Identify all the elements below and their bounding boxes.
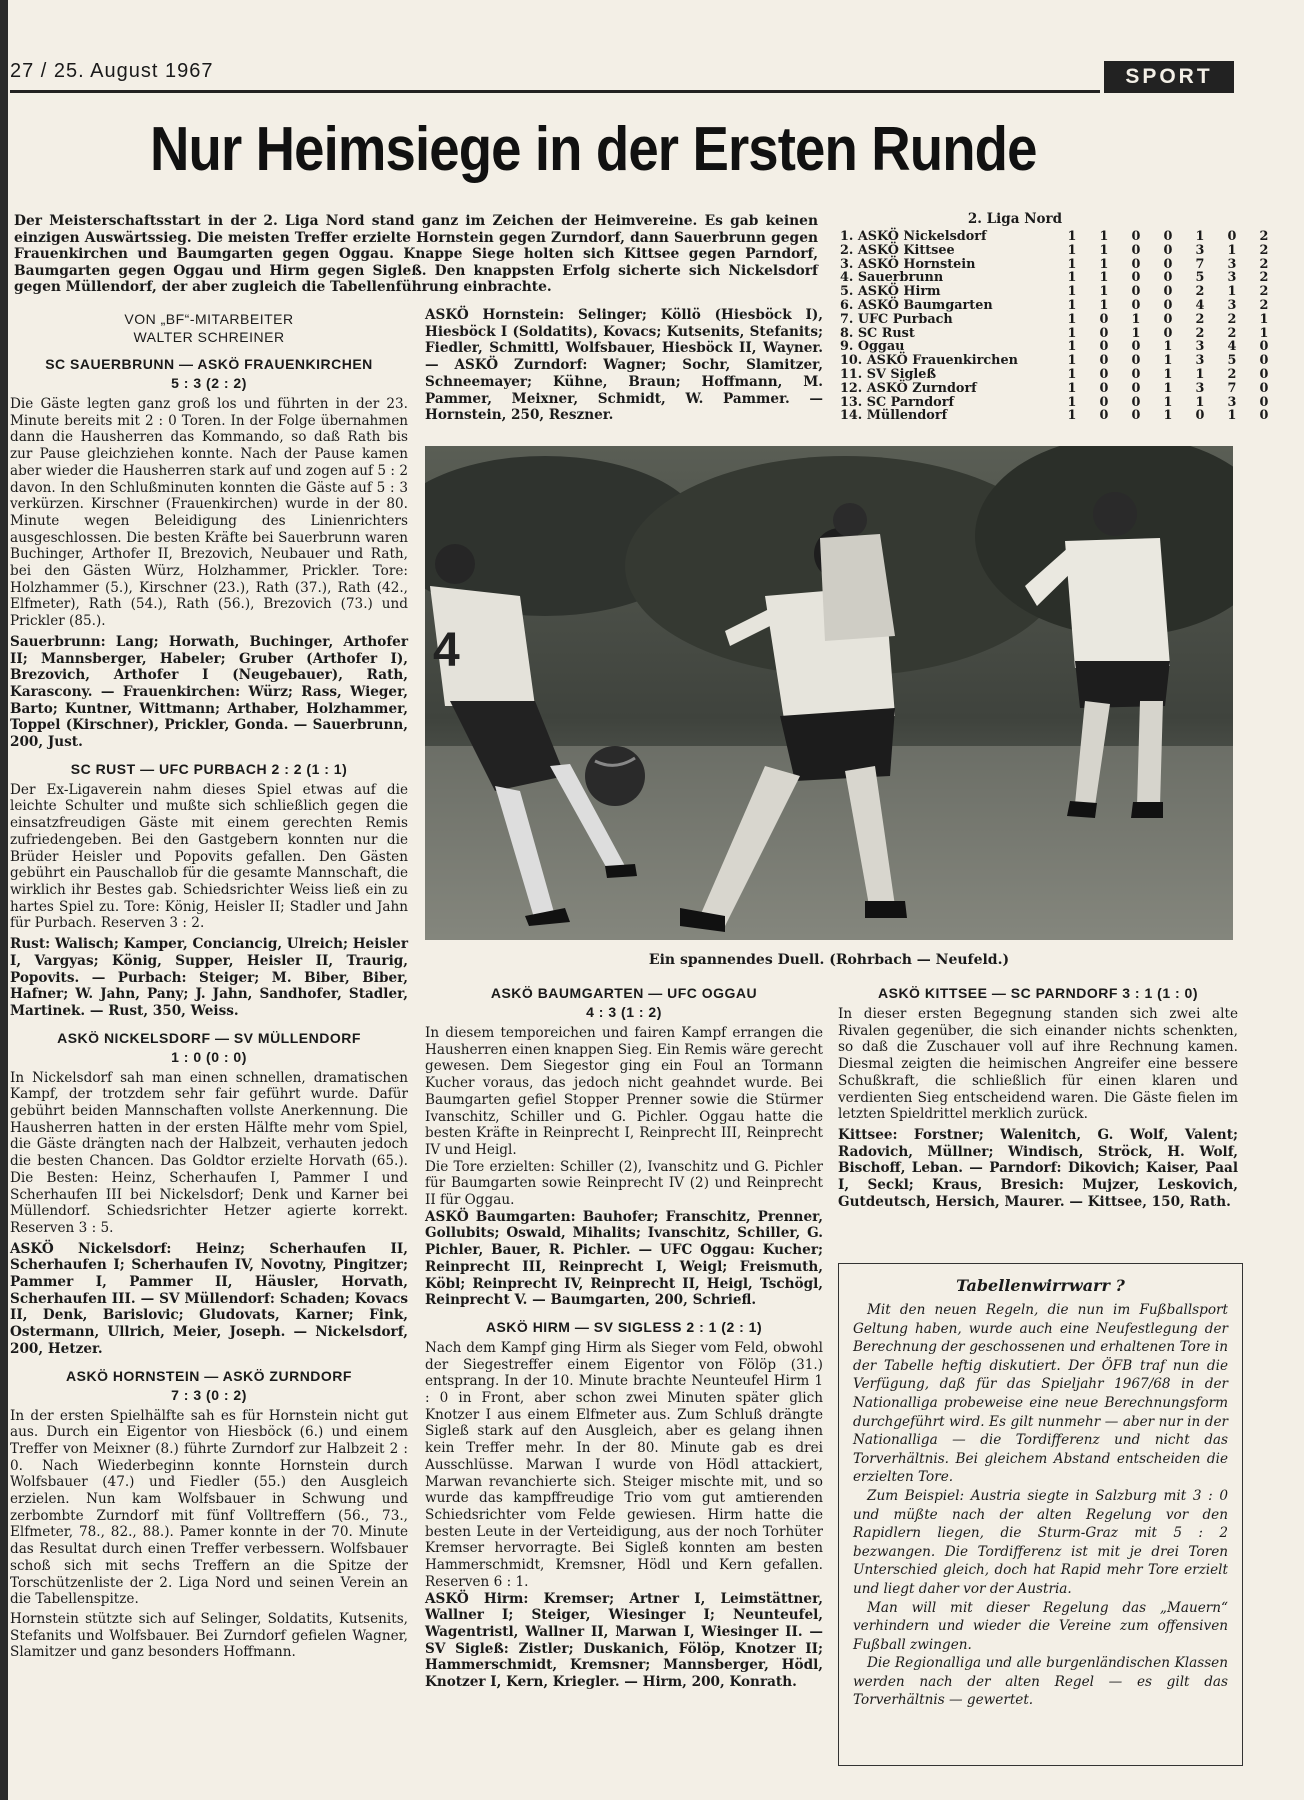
commentary-box [838, 1263, 1243, 1766]
league-table-row [840, 409, 1280, 423]
team-cell: 8. SC Rust [840, 325, 915, 341]
match-heading: ASKÖ HIRM — SV SIGLESS 2 : 1 (2 : 1) [485, 1318, 763, 1335]
stat-cell: 1 [1259, 325, 1269, 341]
stat-cell: 1 [1067, 311, 1077, 327]
team-cell: 13. SC Parndorf [840, 394, 954, 410]
stat-cell: 1 [1195, 394, 1205, 410]
stat-cell: 2 [1227, 311, 1237, 327]
match-report: Der Ex-Ligaverein nahm dieses Spiel etwas auf die leichte Schulter und mußte sich schließlich gegen die einsatzfreudigen Gäste mit einem gerechten Remis zufriedengeben. Bei den Gastgebern konnten nur die Brüder Heisler und Popovits gefallen. Den Gästen gebührt ein Pauschallob für die gesamte Mannschaft, die wirklich ihr Bestes gab. Schiedsrichter Weiss ließ ein zu hartes Spiel zu. Tore: König, Heisler II; Stadler und Jahn für Purbach. Reserven 3 : 2. [10, 781, 408, 932]
match-report: In Nickelsdorf sah man einen schnellen, dramatischen Kampf, der trotzdem sehr fair geführt wurde. Dafür gebührt beiden Mannschaften vollste Anerkennung. Die Hausherren hatten in der ersten Hälfte mehr vom Spiel, die Gäste drängten nach der Halbzeit, verhauten jedoch die besten Chancen. Das Goldtor erzielte Horvath (65.). Die Besten: Heinz, Scherhaufen I, Pammer I und Scherhaufen III bei Nickelsdorf; Denk und Karner bei Müllendorf. Schiedsrichter Hetzer agierte korrekt. Reserven 3 : 5. [10, 1069, 408, 1236]
stat-cell: 1 [1067, 408, 1077, 424]
stat-cell: 0 [1163, 242, 1173, 258]
team-cell: 2. ASKÖ Kittsee [840, 242, 955, 258]
league-table-row [840, 285, 1280, 299]
stat-cell: 1 [1259, 311, 1269, 327]
match-note: Hornstein stützte sich auf Selinger, Soldatits, Kutsenits, Stefanits und Wolfsbauer. Bei Zurndorf gefielen Wagner, Slamitzer und ganz besonders Hoffmann. [10, 1611, 408, 1661]
stat-cell: 0 [1099, 380, 1109, 396]
stat-cell: 0 [1259, 339, 1269, 355]
stat-cell: 0 [1163, 229, 1173, 244]
stat-cell: 2 [1227, 366, 1237, 382]
stat-cell: 1 [1067, 394, 1077, 410]
headline: Nur Heimsiege in der Ersten Runde [150, 115, 1037, 184]
stat-cell: 7 [1227, 380, 1237, 396]
issue-date: 27 / 25. August 1967 [10, 60, 214, 82]
stat-cell: 2 [1259, 284, 1269, 300]
stat-cell: 1 [1195, 366, 1205, 382]
commentary-body [839, 1301, 1242, 1710]
stat-cell: 0 [1099, 325, 1109, 341]
stat-cell: 1 [1227, 284, 1237, 300]
stat-cell: 1 [1067, 380, 1077, 396]
league-table-row [840, 368, 1280, 382]
team-cell: 3. ASKÖ Hornstein [840, 256, 976, 272]
match-lineup: ASKÖ Hirm: Kremser; Artner I, Leimstättner, Wallner I; Steiger, Wiesinger I; Neunteufel, Wagentristl, Wallner II, Marwan I, Wiesinger II. — SV Sigleß: Zistler; Duskanich, Fölöp, Knotzer II; Hammerschmidt, Kremsner; Mannsberger, Hödl, Knotzer I, Kern, Kriegler. — Hirm, 200, Konrath. [425, 1590, 823, 1691]
match-report: In der ersten Spielhälfte sah es für Hornstein nicht gut aus. Durch ein Eigentor von Hiesböck (6.) und einem Treffer von Meixner (8.) führte Zurndorf zur Halbzeit 2 : 0. Nach Wiederbeginn konnte Hornstein durch Wolfsbauer (47.) und Fiedler (55.) den Ausgleich erzielen. Nun kam Wolfsbauer in Schwung und zerbombte Zurndorf mit fünf Volltreffern (56., 73., Elfmeter, 78., 82., 88.). Pamer konnte in der 70. Minute das Resultat durch einen Treffer verbessern. Wolfsbauer schoß sich mit sechs Treffern an die Spitze der Torschützenliste der 2. Liga Nord und seinen Verein an die Tabellenspitze. [10, 1407, 408, 1608]
team-cell: 5. ASKÖ Hirm [840, 284, 941, 300]
stat-cell: 1 [1099, 256, 1109, 272]
team-cell: 4. Sauerbrunn [840, 270, 944, 286]
stat-cell: 1 [1099, 270, 1109, 286]
team-cell: 14. Müllendorf [840, 408, 948, 424]
league-table [840, 230, 1280, 423]
stat-cell: 0 [1099, 311, 1109, 327]
stat-cell: 1 [1163, 339, 1173, 355]
stat-cell: 0 [1227, 229, 1237, 244]
match-lineup: Rust: Walisch; Kamper, Conciancig, Ulreich; Heisler I, Vargyas; König, Supper, Heisler II, Traurig, Popovits. — Purbach: Steiger; M. Biber, Biber, Hafner; W. Jahn, Pany; J. Jahn, Sandhofer, Stadler, Martinek. — Rust, 350, Weiss. [10, 936, 408, 1019]
stat-cell: 1 [1131, 311, 1141, 327]
league-table-row [840, 244, 1280, 258]
stat-cell: 1 [1163, 380, 1173, 396]
stat-cell: 1 [1099, 284, 1109, 300]
stat-cell: 0 [1131, 297, 1141, 313]
stat-cell: 1 [1131, 325, 1141, 341]
team-cell: 10. ASKÖ Frauenkirchen [840, 353, 1018, 369]
commentary-paragraph: Die Regionalliga und alle burgenländischen Klassen werden nach der alten Regel — es gilt das Torverhältnis — gewertet. [853, 1655, 1228, 1709]
stat-cell: 0 [1099, 366, 1109, 382]
team-cell: 7. UFC Purbach [840, 311, 953, 327]
stat-cell: 1 [1227, 242, 1237, 258]
stat-cell: 0 [1099, 339, 1109, 355]
stat-cell: 0 [1131, 256, 1141, 272]
league-table-row [840, 327, 1280, 341]
stat-cell: 0 [1259, 353, 1269, 369]
stat-cell: 0 [1099, 408, 1109, 424]
league-table-title: 2. Liga Nord [967, 211, 1063, 227]
stat-cell: 1 [1099, 242, 1109, 258]
commentary-paragraph: Mit den neuen Regeln, die nun im Fußballsport Geltung haben, wurde auch eine Neufestlegung der Berechnung der geschossenen und erhaltenen Tore in der Tabelle heftig diskutiert. Der ÖFB traf nun die Verfügung, daß für das Spieljahr 1967/68 in der Nationalliga probeweise eine neue Berechnungsform durchgeführt wird. Es gilt nunmehr — aber nur in der Nationalliga — die Tordifferenz und nicht das Torverhältnis. Bei gleichem Abstand entscheiden die erzielten Tore. [853, 1302, 1228, 1486]
stat-cell: 3 [1195, 380, 1205, 396]
league-table-row [840, 313, 1280, 327]
stat-cell: 1 [1067, 270, 1077, 286]
stat-cell: 1 [1227, 408, 1237, 424]
match-report: Die Gäste legten ganz groß los und führten in der 23. Minute bereits mit 2 : 0 Toren. In der Folge übernahmen dann die Hausherren das Kommando, so daß Rath bis zur Pause gleichziehen konnte. Nach der Pause kamen aber wieder die Hausherren stark auf und zogen auf 5 : 2 davon. In den Schlußminuten konnten die Gäste auf 5 : 3 verkürzen. Kirschner (Frauenkirchen) wurde in der 80. Minute wegen Beleidigung des Linienrichters ausgeschlossen. Die besten Kräfte bei Sauerbrunn waren Buchinger, Arthofer II, Brezovich, Neubauer und Rath, bei den Gästen Würz, Holzhammer, Prickler. Tore: Holzhammer (5.), Kirschner (23.), Rath (37.), Rath (42., Elfmeter), Rath (54.), Rath (56.), Brezovich (73.) und Prickler (85.). [10, 396, 408, 630]
stat-cell: 1 [1067, 366, 1077, 382]
league-table-row [840, 382, 1280, 396]
match-lineup: ASKÖ Baumgarten: Bauhofer; Franschitz, Prenner, Gollubits; Oswald, Mihalits; Ivanschitz, Schiller, G. Pichler, Bauer, R. Pichler. — UFC Oggau: Kucher; Reinprecht III, Reinprecht I, Weigl; Freismuth, Köbl; Reinprecht IV, Reinprecht II, Heigl, Tschögl, Reinprecht V. — Baumgarten, 200, Schriefl. [425, 1208, 823, 1309]
stat-cell: 0 [1259, 394, 1269, 410]
league-table-row [840, 354, 1280, 368]
stat-cell: 0 [1163, 284, 1173, 300]
section-badge: SPORT [1104, 61, 1234, 93]
stat-cell: 0 [1163, 256, 1173, 272]
stat-cell: 0 [1131, 242, 1141, 258]
stat-cell: 2 [1259, 229, 1269, 244]
stat-cell: 5 [1195, 270, 1205, 286]
stat-cell: 0 [1163, 325, 1173, 341]
match-lineup: Kittsee: Forstner; Walenitch, G. Wolf, Valent; Radovich, Müllner; Windisch, Ströck, H. Wolf, Bischoff, Leban. — Parndorf: Dikovich; Kaiser, Paal I, Seckl; Kraus, Bresich: Mujzer, Leskovich, Gutdeutsch, Hersich, Maurer. — Kittsee, 150, Rath. [838, 1126, 1238, 1210]
commentary-paragraph: Man will mit dieser Regelung das „Mauern“ verhindern und wieder die Vereine zum offensiven Fußball zwingen. [853, 1599, 1228, 1653]
stat-cell: 1 [1067, 256, 1077, 272]
stat-cell: 3 [1227, 394, 1237, 410]
byline-author: WALTER SCHREINER [133, 329, 285, 345]
stat-cell: 1 [1163, 394, 1173, 410]
team-cell: 9. Oggau [840, 339, 905, 355]
stat-cell: 3 [1195, 242, 1205, 258]
team-cell: 6. ASKÖ Baumgarten [840, 297, 993, 313]
stat-cell: 0 [1131, 408, 1141, 424]
stat-cell: 0 [1163, 297, 1173, 313]
league-table-row [840, 299, 1280, 313]
stat-cell: 3 [1195, 339, 1205, 355]
stat-cell: 2 [1259, 256, 1269, 272]
match-report: In dieser ersten Begegnung standen sich zwei alte Rivalen gegenüber, die sich einander nichts schenkten, so daß die Zuschauer voll auf ihre Rechnung kamen. Diesmal zeigten die heimischen Angreifer eine bessere Schußkraft, die schließlich für einen klaren und verdienten Sieg entscheidend waren. Die Gäste fielen im letzten Spieldrittel merklich zurück. [838, 1006, 1238, 1123]
stat-cell: 0 [1131, 284, 1141, 300]
match-report: In diesem temporeichen und fairen Kampf errangen die Hausherren einen knappen Sieg. Ein Remis wäre gerecht gewesen. Dem Siegestor ging ein Foul an Tormann Kucher voraus, das jedoch nicht geahndet wurde. Bei Baumgarten gefiel Stopper Prenner sowie die Stürmer Ivanschitz, Schiller und G. Pichler. Oggau hatte die besten Kräfte in Reinprecht I, Reinprecht III, Reinprecht IV und Heigl. [425, 1025, 823, 1158]
match-goals: Die Tore erzielten: Schiller (2), Ivanschitz und G. Pichler für Baumgarten sowie Reinprecht IV (2) und Reinprecht II für Oggau. [425, 1158, 823, 1209]
stat-cell: 7 [1195, 256, 1205, 272]
match-heading: SC RUST — UFC PURBACH 2 : 2 (1 : 1) [70, 760, 348, 777]
stat-cell: 0 [1131, 339, 1141, 355]
stat-cell: 0 [1131, 229, 1141, 244]
match-photo [425, 446, 1233, 940]
stat-cell: 0 [1259, 366, 1269, 382]
stat-cell: 1 [1067, 325, 1077, 341]
stat-cell: 0 [1195, 408, 1205, 424]
league-table-row [840, 230, 1280, 244]
stat-cell: 1 [1067, 297, 1077, 313]
photo-caption: Ein spannendes Duell. (Rohrbach — Neufeld.) [648, 952, 1010, 968]
match-heading: ASKÖ HORNSTEIN — ASKÖ ZURNDORF [66, 1367, 352, 1384]
match-heading: ASKÖ KITTSEE — SC PARNDORF 3 : 1 (1 : 0) [878, 985, 1198, 1001]
match-heading: ASKÖ NICKELSDORF — SV MÜLLENDORF [57, 1029, 361, 1046]
stat-cell: 2 [1227, 325, 1237, 341]
stat-cell: 0 [1099, 353, 1109, 369]
stat-cell: 0 [1131, 353, 1141, 369]
match-lineup: Sauerbrunn: Lang; Horwath, Buchinger, Arthofer II; Mannsberger, Habeler; Gruber (Arthofer I), Brezovich, Arthofer I (Neugebauer), Rath, Karascony. — Frauenkirchen: Würz; Rass, Wieger, Barto; Kuntner, Wittmann; Arthaber, Holzhammer, Toppel (Kirschner), Prickler, Gonda. — Sauerbrunn, 200, Just. [10, 633, 408, 751]
stat-cell: 0 [1163, 270, 1173, 286]
lead-paragraph: Der Meisterschaftsstart in der 2. Liga Nord stand ganz im Zeichen der Heimvereine. Es gab keinen einzigen Auswärtssieg. Die meisten Treffer erzielte Hornstein gegen Zurndorf, dann Sauerbrunn gegen Frauenkirchen und Baumgarten gegen Oggau. Knappe Siege holten sich Kittsee gegen Parndorf, Baumgarten gegen Oggau und Hirm gegen Sigleß. Den knappsten Erfolg sicherte sich Nickelsdorf gegen Müllendorf, der aber zugleich die Tabellenführung einbrachte. [14, 213, 818, 296]
stat-cell: 1 [1163, 408, 1173, 424]
stat-cell: 0 [1163, 311, 1173, 327]
stat-cell: 0 [1259, 408, 1269, 424]
stat-cell: 2 [1259, 297, 1269, 313]
hornstein-lineup: ASKÖ Hornstein: Selinger; Köllö (Hiesböck I), Hiesböck I (Soldatits), Kovacs; Kutsenits, Stefanits; Fiedler, Schmittl, Wolfsbauer, Hiesböck II, Wayner. — ASKÖ Zurndorf: Wagner; Sochr, Slamitzer, Schneemayer; Kühne, Braun; Hoffmann, M. Pammer, Meixner, Schmidt, W. Pammer. — Hornstein, 250, Reszner. [425, 307, 823, 424]
stat-cell: 0 [1131, 270, 1141, 286]
jersey-number: 4 [433, 624, 460, 677]
stat-cell: 1 [1163, 366, 1173, 382]
column-right [838, 985, 1238, 1210]
column-middle [425, 985, 823, 1691]
stat-cell: 3 [1227, 270, 1237, 286]
stat-cell: 2 [1259, 242, 1269, 258]
page-binding-edge [0, 0, 8, 1800]
team-cell: 1. ASKÖ Nickelsdorf [840, 229, 987, 244]
stat-cell: 1 [1067, 242, 1077, 258]
match-score: 1 : 0 (0 : 0) [171, 1048, 247, 1065]
stat-cell: 3 [1227, 297, 1237, 313]
stat-cell: 1 [1067, 229, 1077, 244]
league-table-row [840, 258, 1280, 272]
stat-cell: 0 [1131, 394, 1141, 410]
stat-cell: 1 [1099, 297, 1109, 313]
match-report: Nach dem Kampf ging Hirm als Sieger vom Feld, obwohl der Siegestreffer einem Eigentor von Fölöp (31.) entsprang. In der 10. Minute brachte Neunteufel Hirm 1 : 0 in Front, aber schon zwei Minuten später glich Knotzer I aus einem Elfmeter aus. Zum Schluß drängte Sigleß stark auf den Ausgleich, aber es gelang ihnen kein Treffer mehr. In der 80. Minute gab es drei Ausschlüsse. Marwan I wurde von Hödl attackiert, Marwan revanchierte sich. Steiger mischte mit, und so wurde das kampffreudige Trio vom gut amtierenden Schiedsrichter vom Felde gewiesen. Hirm hatte die besten Leute in der Verteidigung, aus der noch Torhüter Kremser hervorragte. Bei Sigleß konnten am besten Hammerschmidt, Kremsner, Hödl und Kern gefallen. Reserven 6 : 1. [425, 1339, 823, 1590]
commentary-paragraph: Zum Beispiel: Austria siegte in Salzburg mit 3 : 0 und müßte nach der alten Regelung vor den Rapidlern liegen, die Sturm-Graz mit 5 : 2 bezwangen. Die Tordifferenz ist mit je drei Toren Unterschied gleich, doch hat Rapid mehr Tore erzielt und liegt daher vor der Austria. [853, 1487, 1228, 1597]
stat-cell: 2 [1195, 311, 1205, 327]
team-cell: 12. ASKÖ Zurndorf [840, 380, 977, 396]
football-players-photo [425, 446, 1233, 940]
match-heading: SC SAUERBRUNN — ASKÖ FRAUENKIRCHEN [45, 356, 373, 372]
stat-cell: 1 [1067, 353, 1077, 369]
league-table-row [840, 396, 1280, 410]
stat-cell: 0 [1131, 380, 1141, 396]
stat-cell: 5 [1227, 353, 1237, 369]
stat-cell: 1 [1067, 339, 1077, 355]
match-lineup: ASKÖ Nickelsdorf: Heinz; Scherhaufen II, Scherhaufen I; Scherhaufen IV, Novotny, Pingitzer; Pammer I, Pammer II, Häusler, Horvath, Scherhaufen III. — SV Müllendorf: Schaden; Kovacs II, Denk, Barislovic; Gludovats, Karner; Fink, Ostermann, Ullrich, Meier, Joseph. — Nickelsdorf, 200, Hetzer. [10, 1240, 408, 1357]
stat-cell: 4 [1227, 339, 1237, 355]
match-heading: ASKÖ BAUMGARTEN — UFC OGGAU [490, 985, 758, 1001]
stat-cell: 1 [1195, 229, 1205, 244]
stat-cell: 1 [1163, 353, 1173, 369]
byline-role: VON „BF“-MITARBEITER [124, 311, 294, 327]
stat-cell: 1 [1099, 229, 1109, 244]
stat-cell: 2 [1195, 284, 1205, 300]
stat-cell: 2 [1259, 270, 1269, 286]
column-left [10, 305, 408, 1661]
team-cell: 11. SV Sigleß [840, 366, 937, 382]
match-score: 4 : 3 (1 : 2) [586, 1004, 662, 1020]
header-rule [10, 90, 1100, 93]
stat-cell: 3 [1227, 256, 1237, 272]
stat-cell: 4 [1195, 297, 1205, 313]
stat-cell: 2 [1195, 325, 1205, 341]
stat-cell: 0 [1099, 394, 1109, 410]
stat-cell: 0 [1131, 366, 1141, 382]
match-score: 5 : 3 (2 : 2) [171, 375, 247, 391]
match-score: 7 : 3 (0 : 2) [171, 1386, 247, 1403]
stat-cell: 0 [1259, 380, 1269, 396]
stat-cell: 1 [1067, 284, 1077, 300]
commentary-title: Tabellenwirrwarr ? [956, 1276, 1125, 1295]
stat-cell: 3 [1195, 353, 1205, 369]
